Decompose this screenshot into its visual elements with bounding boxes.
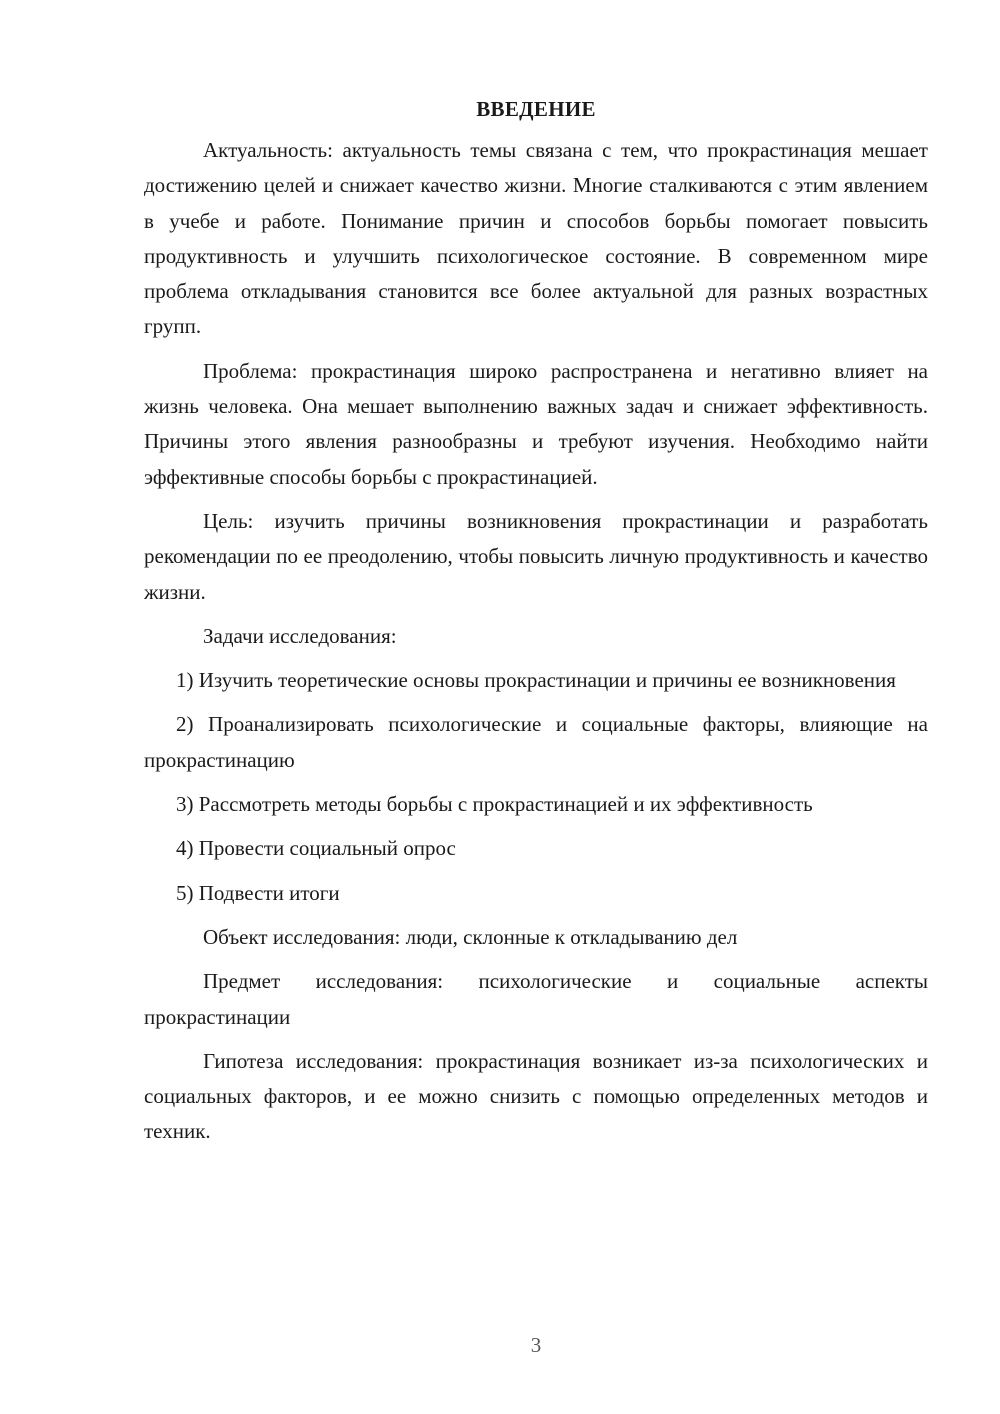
task-item-2: 2) Проанализировать психологические и социальные факторы, влияющие на прокрастинацию <box>144 712 928 772</box>
paragraph-object: Объект исследования: люди, склонные к откладыванию дел <box>203 924 738 949</box>
task-item-5: 5) Подвести итоги <box>176 880 340 905</box>
page-title: ВВЕДЕНИЕ <box>476 97 596 121</box>
task-item-1: 1) Изучить теоретические основы прокрастинации и причины ее возникновения <box>176 668 896 693</box>
task-item-3: 3) Рассмотреть методы борьбы с прокрастинацией и их эффективность <box>176 792 813 817</box>
paragraph-goal: Цель: изучить причины возникновения прокрастинации и разработать рекомендации по ее преодолению, чтобы повысить личную продуктивность и качество жизни. <box>144 508 928 604</box>
task-item-4: 4) Провести социальный опрос <box>176 836 456 861</box>
document-page <box>144 92 928 1159</box>
paragraph-relevance: Актуальность: актуальность темы связана с тем, что прокрастинация мешает достижению целей и снижает качество жизни. Многие сталкиваются с этим явлением в учебе и работе. Понимание причин и способов борьбы помогает повысить продуктивность и улучшить психологическое состояние. В современном мире проблема откладывания становится все более актуальной для разных возрастных групп. <box>144 138 928 339</box>
paragraph-hypothesis: Гипотеза исследования: прокрастинация возникает из-за психологических и социальных факторов, и ее можно снизить с помощью определенных методов и техник. <box>144 1048 928 1144</box>
page-number: 3 <box>530 1333 542 1357</box>
paragraph-problem: Проблема: прокрастинация широко распространена и негативно влияет на жизнь человека. Она мешает выполнению важных задач и снижает эффективность. Причины этого явления разнообразны и требуют изучения. Необходимо найти эффективные способы борьбы с прокрастинацией. <box>144 358 928 489</box>
paragraph-tasks-heading: Задачи исследования: <box>203 623 397 648</box>
paragraph-subject: Предмет исследования: психологические и социальные аспекты прокрастинации <box>144 969 928 1029</box>
